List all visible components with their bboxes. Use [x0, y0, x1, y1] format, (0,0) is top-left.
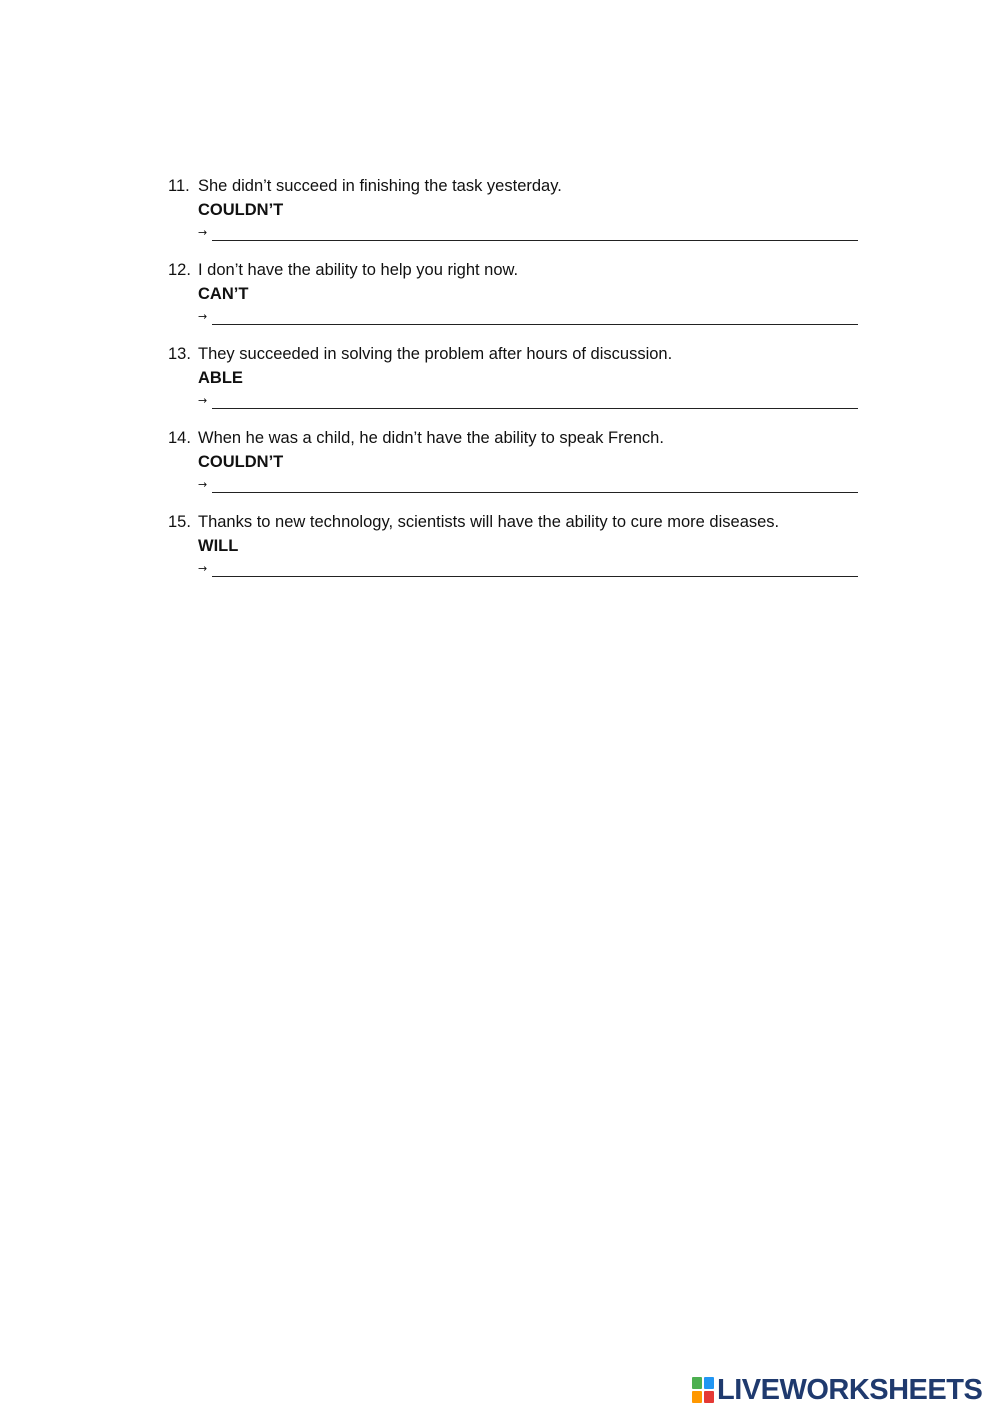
liveworksheets-logo	[692, 1372, 982, 1408]
item-number: 14.	[168, 429, 191, 447]
answer-row	[198, 391, 858, 411]
arrow-right-icon: →	[198, 562, 208, 575]
item-number: 11.	[168, 177, 190, 195]
logo-square-l	[692, 1377, 702, 1389]
answer-row	[198, 475, 858, 495]
item-sentence: Thanks to new technology, scientists will have the ability to cure more diseases.	[198, 513, 780, 531]
answer-input-line[interactable]	[212, 324, 858, 325]
arrow-right-icon: →	[198, 226, 208, 239]
exercise-item-11	[168, 175, 868, 259]
answer-input-line[interactable]	[212, 408, 858, 409]
answer-row	[198, 559, 858, 579]
item-sentence: I don’t have the ability to help you right now.	[198, 261, 519, 279]
exercise-item-15	[168, 511, 868, 595]
item-keyword: COULDN’T	[198, 201, 284, 219]
exercise-list	[168, 175, 868, 595]
answer-input-line[interactable]	[212, 240, 858, 241]
item-sentence: They succeeded in solving the problem after hours of discussion.	[198, 345, 673, 363]
logo-text: LIVEWORKSHEETS	[717, 1374, 983, 1406]
logo-square-e	[704, 1391, 714, 1403]
item-number: 13.	[168, 345, 191, 363]
exercise-item-14	[168, 427, 868, 511]
answer-row	[198, 307, 858, 327]
item-number: 12.	[168, 261, 191, 279]
answer-row	[198, 223, 858, 243]
logo-square-v	[692, 1391, 702, 1403]
item-number: 15.	[168, 513, 191, 531]
arrow-right-icon: →	[198, 394, 208, 407]
exercise-item-13	[168, 343, 868, 427]
item-keyword: CAN’T	[198, 285, 249, 303]
arrow-right-icon: →	[198, 310, 208, 323]
logo-mark-icon	[692, 1377, 714, 1403]
item-keyword: ABLE	[198, 369, 243, 387]
exercise-item-12	[168, 259, 868, 343]
item-keyword: WILL	[198, 537, 239, 555]
item-keyword: COULDN’T	[198, 453, 284, 471]
arrow-right-icon: →	[198, 478, 208, 491]
logo-square-i	[704, 1377, 714, 1389]
answer-input-line[interactable]	[212, 492, 858, 493]
item-sentence: She didn’t succeed in finishing the task yesterday.	[198, 177, 562, 195]
item-sentence: When he was a child, he didn’t have the ability to speak French.	[198, 429, 664, 447]
answer-input-line[interactable]	[212, 576, 858, 577]
